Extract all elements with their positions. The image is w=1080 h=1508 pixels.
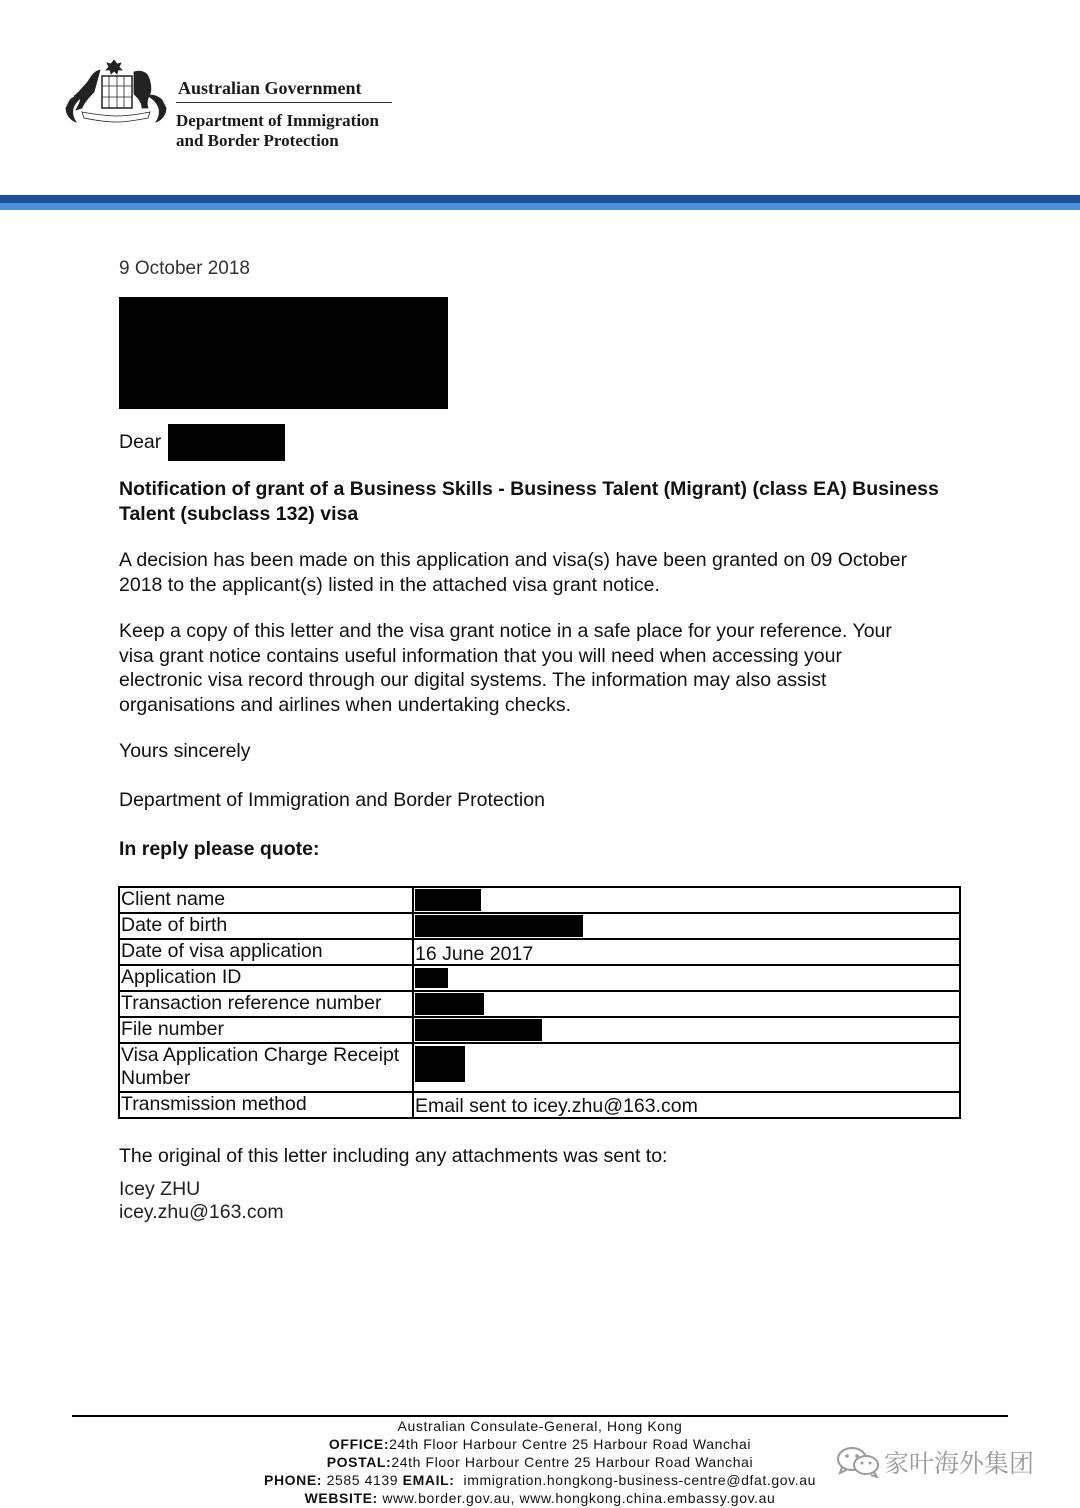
coat-of-arms-logo [62, 56, 170, 136]
department-name-line2: and Border Protection [176, 131, 339, 150]
table-row [119, 991, 960, 1017]
closing: Yours sincerely [119, 740, 251, 762]
row-value-redacted [413, 1017, 960, 1043]
reference-table [118, 886, 961, 1119]
salutation [119, 430, 161, 455]
contact-email: immigration.hongkong-business-centre@dfat.gov.au [463, 1472, 816, 1488]
header-band-dark [0, 195, 1080, 203]
phone-label: PHONE: [264, 1472, 323, 1488]
letter-date: 9 October 2018 [119, 258, 250, 279]
office-name: Australian Consulate-General, Hong Kong [397, 1418, 683, 1434]
row-label: Transaction reference number [119, 991, 413, 1017]
row-label: Date of birth [119, 913, 413, 939]
website-label: WEBSITE: [304, 1490, 378, 1506]
row-value-redacted [413, 913, 960, 939]
table-row [119, 1043, 960, 1092]
row-value-redacted [413, 965, 960, 991]
table-row [119, 887, 960, 913]
email-label: EMAIL: [402, 1472, 455, 1488]
recipient-name: Icey ZHU [119, 1178, 201, 1200]
table-row [119, 1017, 960, 1043]
department-name-line1: Department of Immigration [176, 111, 380, 130]
table-row [119, 913, 960, 939]
salutation-text: Dear [119, 431, 162, 453]
redacted-address-block [119, 297, 448, 409]
row-value-redacted [413, 1043, 960, 1092]
row-value [413, 1092, 960, 1118]
row-label: Visa Application Charge Receipt Number [119, 1043, 413, 1092]
row-label: Application ID [119, 965, 413, 991]
postal-label: POSTAL: [326, 1454, 392, 1470]
row-value-redacted [413, 887, 960, 913]
wechat-icon [834, 1446, 882, 1478]
postal-address: 24th Floor Harbour Centre 25 Harbour Road Wanchai [391, 1454, 754, 1470]
transmission-method-value: Email sent to icey.zhu@163.com [415, 1095, 698, 1117]
decision-paragraph: A decision has been made on this application and visa(s) have been granted on 09 October 2018 to the applicant(s) listed in the attached visa grant notice. [119, 549, 908, 596]
table-row [119, 939, 960, 965]
government-name: Australian Government [178, 78, 362, 98]
sent-to-intro: The original of this letter including any attachments was sent to: [119, 1145, 668, 1167]
keep-copy-paragraph: Keep a copy of this letter and the visa grant notice in a safe place for your reference. Your visa grant notice contains useful information that you will need when accessing your electronic visa record through our digital systems. The information may also assist organisations and airlines when undertaking checks. [119, 620, 892, 716]
row-label: Client name [119, 887, 413, 913]
application-date-value: 16 June 2017 [415, 943, 534, 965]
table-row [119, 1092, 960, 1118]
footer-office-name [0, 1417, 1080, 1435]
website-urls: www.border.gov.au, www.hongkong.china.embassy.gov.au [382, 1490, 776, 1506]
row-label: Date of visa application [119, 939, 413, 965]
header-band-light [0, 203, 1080, 210]
row-value [413, 939, 960, 965]
recipient-email: icey.zhu@163.com [119, 1201, 284, 1223]
office-label: OFFICE: [328, 1436, 390, 1452]
table-row [119, 965, 960, 991]
signatory: Department of Immigration and Border Protection [119, 789, 545, 811]
row-label: Transmission method [119, 1092, 413, 1118]
phone-number: 2585 4139 [326, 1472, 399, 1488]
row-label: File number [119, 1017, 413, 1043]
watermark-text: 家叶海外集团 [884, 1450, 1035, 1478]
office-address: 24th Floor Harbour Centre 25 Harbour Road Wanchai [389, 1436, 752, 1452]
row-value-redacted [413, 991, 960, 1017]
footer-website-line [0, 1489, 1080, 1507]
header-rule [176, 102, 392, 103]
redacted-recipient-name [168, 424, 285, 461]
watermark [834, 1444, 1054, 1480]
reply-heading: In reply please quote: [119, 838, 320, 860]
letter-subject: Notification of grant of a Business Skills - Business Talent (Migrant) (class EA) Business Talent (subclass 132) visa [119, 478, 939, 525]
